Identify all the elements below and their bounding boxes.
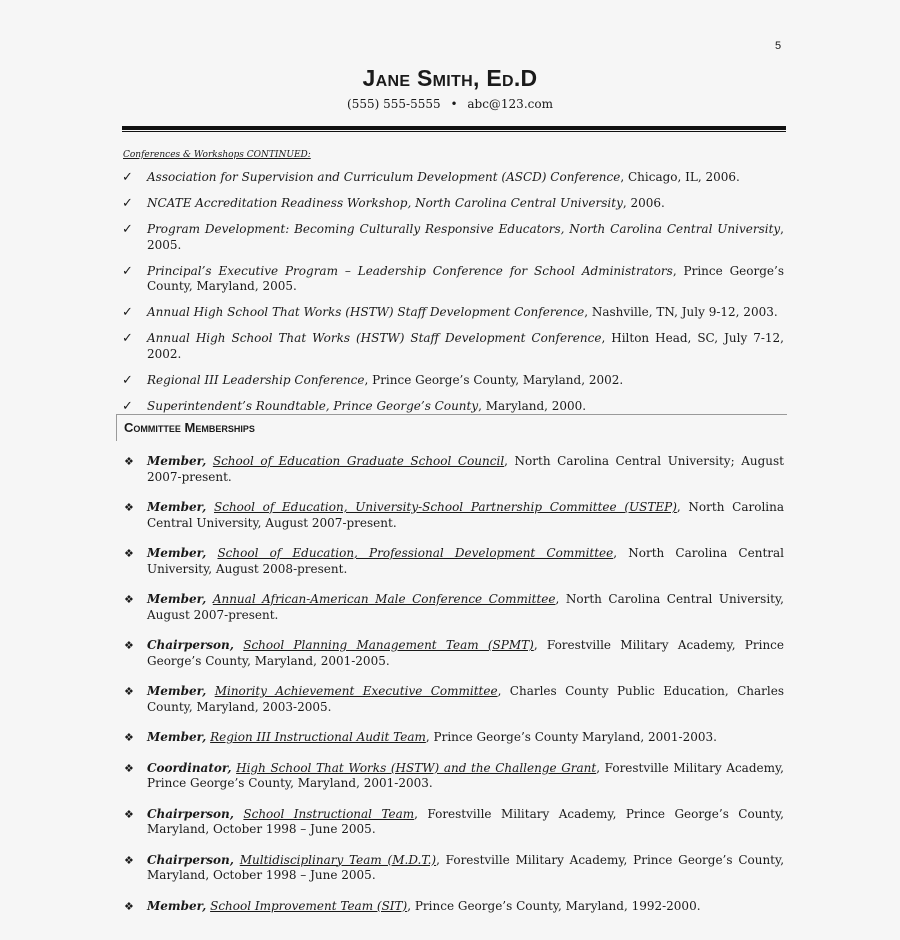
committee-name: School of Education Graduate School Council (212, 454, 505, 468)
committee-role: Member, (147, 500, 207, 514)
candidate-name: Jane Smith, Ed.D (362, 65, 538, 91)
conference-item (122, 399, 784, 415)
conference-item (122, 264, 784, 295)
committee-role: Member, (147, 684, 207, 698)
contact-line (0, 94, 900, 114)
checkmark-icon: ✓ (122, 305, 133, 320)
checkmark-icon: ✓ (122, 263, 133, 279)
conference-event: Superintendent’s Roundtable, Prince George’s County (147, 398, 479, 413)
conferences-section-title: Conferences & Workshops CONTINUED: (123, 150, 311, 160)
committee-role: Member, (147, 454, 207, 468)
committee-item (122, 500, 784, 531)
email-address: abc@123.com (467, 97, 553, 111)
committee-detail: , North Carolina Central University, August 2007-present. (147, 500, 784, 530)
committee-item (122, 546, 784, 577)
conference-event: Annual High School That Works (HSTW) Staff Development Conference (147, 331, 602, 345)
diamond-bullet-icon: ❖ (124, 455, 134, 468)
committee-name: School Improvement Team (SIT) (210, 898, 408, 913)
checkmark-icon: ✓ (122, 398, 133, 414)
committee-item (122, 638, 784, 669)
conference-item (122, 170, 784, 186)
checkmark-icon: ✓ (122, 170, 133, 185)
diamond-bullet-icon: ❖ (124, 639, 134, 652)
conference-detail: , 2005. (147, 222, 784, 252)
conference-detail: , 2006. (622, 196, 665, 210)
committee-role: Chairperson, (147, 852, 234, 867)
conference-detail: , Maryland, 2000. (478, 398, 587, 413)
committee-role: Member, (147, 546, 207, 560)
committee-name: School Instructional Team (243, 806, 415, 821)
committee-section-header (116, 414, 787, 441)
committee-item (122, 684, 784, 715)
committee-item (122, 592, 784, 623)
committee-name: Multidisciplinary Team (M.D.T.) (239, 852, 437, 867)
committee-item (122, 807, 784, 838)
committee-role: Member, (147, 730, 207, 744)
conference-item (122, 222, 784, 253)
conference-item (122, 331, 784, 362)
conference-detail: , Hilton Head, SC, July 7-12, 2002. (147, 331, 784, 361)
committee-detail: , North Carolina Central University, August 2008-present. (147, 546, 784, 576)
conference-detail: , Chicago, IL, 2006. (620, 170, 740, 184)
committee-detail: , Prince George’s County Maryland, 2001-2003. (425, 730, 717, 744)
conference-detail: , Prince George’s County, Maryland, 2002. (364, 372, 624, 387)
committee-name: High School That Works (HSTW) and the Challenge Grant (236, 760, 597, 775)
diamond-bullet-icon: ❖ (124, 899, 134, 913)
committee-name: School Planning Management Team (SPMT) (243, 638, 534, 652)
conference-item (122, 373, 784, 389)
conference-event: Principal’s Executive Program – Leadership Conference for School Administrators (147, 263, 673, 278)
diamond-bullet-icon: ❖ (124, 731, 134, 744)
committee-role: Coordinator, (147, 760, 232, 775)
contact-separator: • (450, 97, 458, 111)
committee-item (122, 730, 784, 746)
committee-role: Chairperson, (147, 638, 234, 652)
conference-event: Annual High School That Works (HSTW) Staff Development Conference (147, 305, 585, 319)
committee-detail: , North Carolina Central University, August 2007-present. (147, 592, 784, 622)
committee-detail: , Forestville Military Academy, Prince George’s County, Maryland, October 1998 – June 2005. (147, 806, 784, 836)
committee-name: Region III Instructional Audit Team (210, 730, 426, 744)
diamond-bullet-icon: ❖ (124, 807, 134, 821)
conference-item (122, 305, 784, 321)
committee-role: Member, (147, 592, 207, 606)
committee-role: Chairperson, (147, 806, 234, 821)
committee-name: School of Education, Professional Development Committee (217, 546, 614, 560)
conference-event: Program Development: Becoming Culturally Responsive Educators, North Carolina Central University (147, 222, 781, 236)
committee-item (122, 853, 784, 884)
diamond-bullet-icon: ❖ (124, 761, 134, 775)
diamond-bullet-icon: ❖ (124, 593, 134, 606)
conference-event: Association for Supervision and Curriculum Development (ASCD) Conference (147, 170, 621, 184)
committee-name: School of Education, University-School Partnership Committee (USTEP) (214, 500, 677, 514)
committee-name: Minority Achievement Executive Committee (214, 684, 498, 698)
committees-list (122, 454, 784, 929)
committee-item (122, 454, 784, 485)
checkmark-icon: ✓ (122, 196, 133, 211)
page-number: 5 (775, 40, 782, 52)
diamond-bullet-icon: ❖ (124, 501, 134, 514)
header-divider (122, 126, 786, 132)
committee-detail: , North Carolina Central University; August 2007-present. (147, 454, 784, 484)
diamond-bullet-icon: ❖ (124, 547, 134, 560)
conference-event: NCATE Accreditation Readiness Workshop, North Carolina Central University (147, 196, 623, 210)
conference-detail: , Prince George’s County, Maryland, 2005. (147, 263, 785, 293)
conference-event: Regional III Leadership Conference (147, 372, 365, 387)
committee-detail: , Forestville Military Academy, Prince George’s County, Maryland, 2001-2005. (147, 638, 785, 668)
resume-header (0, 62, 900, 114)
checkmark-icon: ✓ (122, 331, 133, 346)
checkmark-icon: ✓ (122, 222, 133, 237)
phone-number: (555) 555-5555 (347, 97, 441, 111)
committee-detail: , Forestville Military Academy, Prince George’s County, Maryland, October 1998 – June 2005. (147, 852, 785, 882)
committee-detail: , Forestville Military Academy, Prince George’s County, Maryland, 2001-2003. (147, 760, 784, 790)
committee-section-title: Committee Memberships (124, 420, 255, 435)
committee-detail: , Prince George’s County, Maryland, 1992-2000. (407, 898, 701, 913)
committee-detail: , Charles County Public Education, Charles County, Maryland, 2003-2005. (147, 684, 784, 714)
conference-detail: , Nashville, TN, July 9-12, 2003. (584, 305, 778, 319)
committee-role: Member, (147, 898, 207, 913)
checkmark-icon: ✓ (122, 372, 133, 388)
committee-name: Annual African-American Male Conference Committee (212, 592, 556, 606)
committee-item (122, 761, 784, 792)
diamond-bullet-icon: ❖ (124, 853, 134, 867)
diamond-bullet-icon: ❖ (124, 685, 134, 698)
conferences-list (122, 170, 784, 425)
committee-item (122, 899, 784, 915)
conference-item (122, 196, 784, 212)
